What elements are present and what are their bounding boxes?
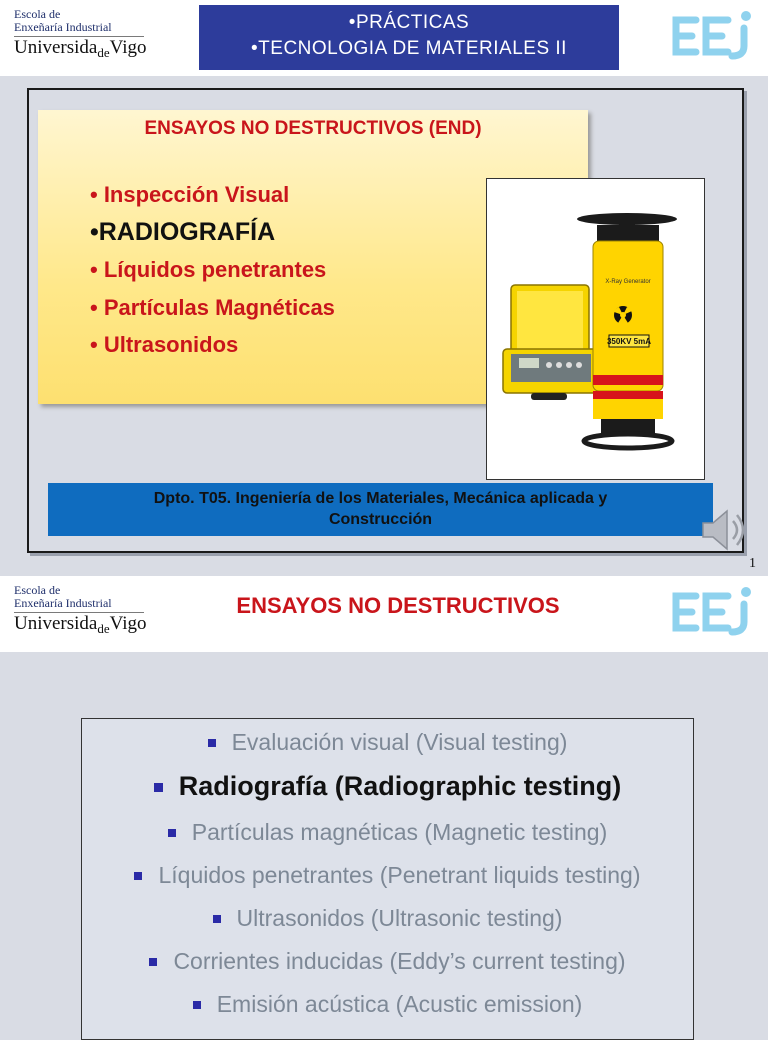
logo-word-de: de <box>97 621 110 636</box>
method-label: Partículas magnéticas (Magnetic testing) <box>191 819 608 845</box>
department-line-1: Dpto. T05. Ingeniería de los Materiales, Mecánica aplicada y <box>153 490 608 507</box>
eei-logo <box>668 6 760 66</box>
topics-list <box>90 176 335 364</box>
method-item <box>82 948 693 975</box>
topic-item: • Líquidos penetrantes <box>90 257 327 282</box>
slide-2-title: ENSAYOS NO DESTRUCTIVOS <box>236 593 560 618</box>
bullet-square-icon <box>149 958 157 966</box>
bullet-square-icon <box>154 783 163 792</box>
slide-1-title-box <box>199 5 619 70</box>
bullet-square-icon <box>193 1001 201 1009</box>
method-item-active <box>82 771 693 802</box>
speaker-icon[interactable] <box>697 505 749 555</box>
logo-line-1: Escola de <box>14 583 61 597</box>
method-label: Corrientes inducidas (Eddy’s current testing) <box>173 948 626 974</box>
department-bar <box>48 483 713 536</box>
method-label: Radiografía (Radiographic testing) <box>178 771 622 801</box>
method-label: Líquidos penetrantes (Penetrant liquids testing) <box>158 862 641 888</box>
bullet-square-icon <box>213 915 221 923</box>
topic-item: • Inspección Visual <box>90 182 290 207</box>
topic-item: • Ultrasonidos <box>90 332 239 357</box>
method-label: Evaluación visual (Visual testing) <box>231 729 568 755</box>
bullet-square-icon <box>208 739 216 747</box>
logo-word-de: de <box>97 45 110 60</box>
topic-item-active: •RADIOGRAFÍA <box>90 217 276 246</box>
bullet-square-icon <box>134 872 142 880</box>
logo-word-universidad: Universida <box>14 613 98 634</box>
department-line-2: Construcción <box>328 511 433 528</box>
title-line-2: •TECNOLOGIA DE MATERIALES II <box>251 38 567 59</box>
bullet-square-icon <box>168 829 176 837</box>
title-line-1: •PRÁCTICAS <box>348 12 470 33</box>
logo-word-universidad: Universida <box>14 37 98 58</box>
method-item <box>82 991 693 1018</box>
page-number: 1 <box>749 556 756 571</box>
xray-generator-photo <box>486 178 705 480</box>
university-logo <box>14 8 154 68</box>
logo-line-2: Enxeñaría Industrial <box>14 596 112 610</box>
method-item <box>82 905 693 932</box>
test-methods-box <box>81 718 694 1040</box>
topics-heading: ENSAYOS NO DESTRUCTIVOS (END) <box>144 118 482 139</box>
logo-word-vigo: Vigo <box>109 37 147 58</box>
xray-generator-illustration <box>487 179 704 479</box>
logo-line-2: Enxeñaría Industrial <box>14 20 112 34</box>
logo-line-1: Escola de <box>14 7 61 21</box>
method-item <box>82 729 693 756</box>
slide-2 <box>0 576 768 1024</box>
tube-rating-label: 350KV 5mA <box>606 337 652 346</box>
logo-word-vigo: Vigo <box>109 613 147 634</box>
logo-line-3 <box>14 38 154 59</box>
tube-brand-label: X-Ray Generator <box>605 279 651 285</box>
method-label: Emisión acústica (Acustic emission) <box>216 991 583 1017</box>
method-label: Ultrasonidos (Ultrasonic testing) <box>236 905 563 931</box>
slide-1-header <box>0 0 768 76</box>
topic-item: • Partículas Magnéticas <box>90 294 335 320</box>
method-item <box>82 862 693 889</box>
method-item <box>82 819 693 846</box>
